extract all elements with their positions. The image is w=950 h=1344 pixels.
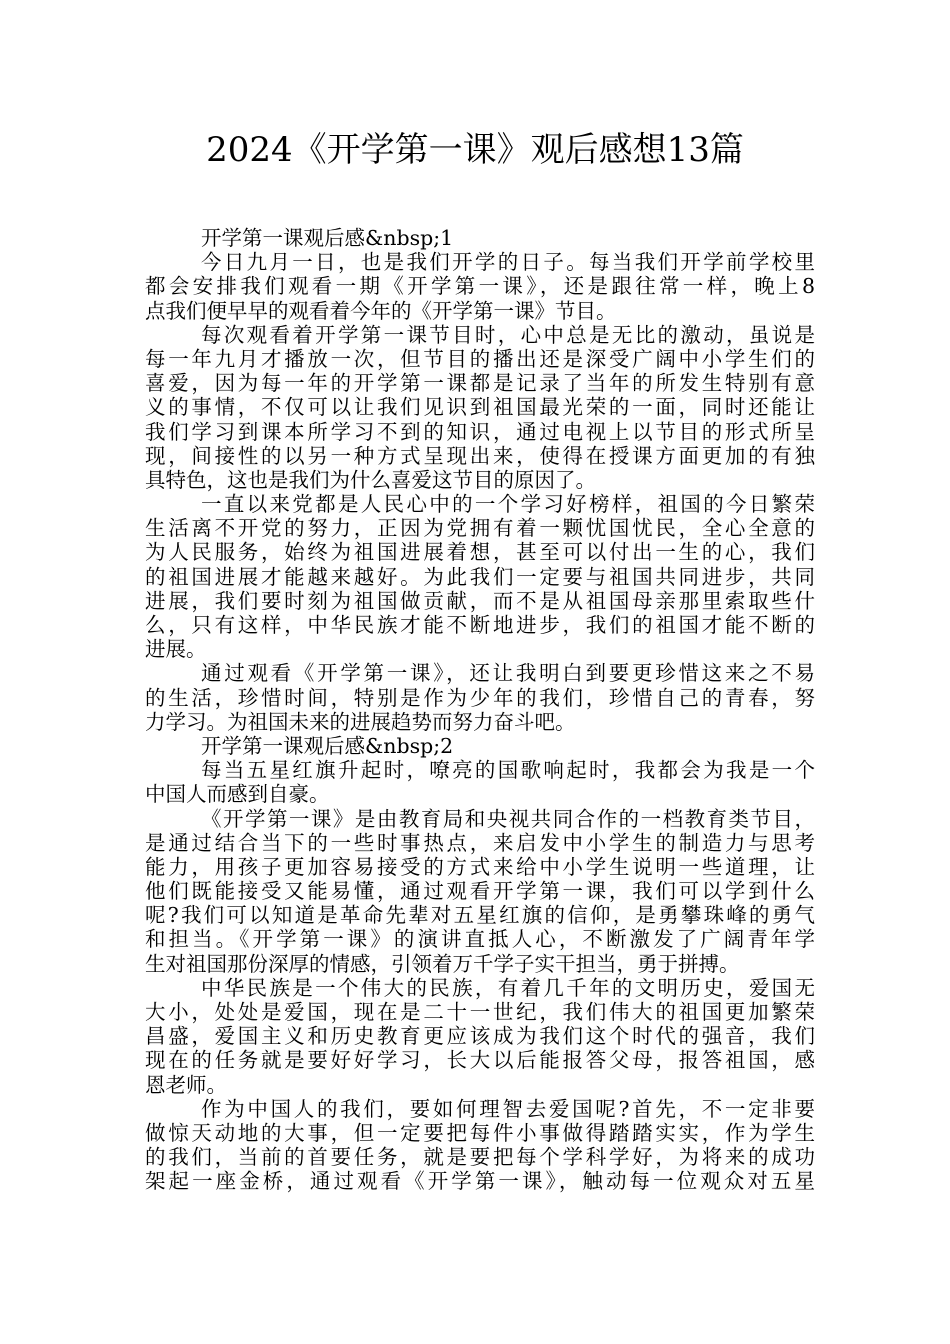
text-line: 进展，我们要时刻为祖国做贡献，而不是从祖国母亲那里索取些什	[145, 588, 815, 613]
text-line: 中国人而感到自豪。	[145, 782, 330, 807]
text-line: 都会安排我们观看一期《开学第一课》，还是跟往常一样，晚上8	[145, 274, 815, 299]
text-line: 义的事情，不仅可以让我们见识到祖国最光荣的一面，同时还能让	[145, 395, 815, 420]
text-line: 的祖国进展才能越来越好。为此我们一定要与祖国共同进步，共同	[145, 564, 815, 589]
text-line: 进展。	[145, 637, 207, 662]
text-line: 大小，处处是爱国，现在是二十一世纪，我们伟大的祖国更加繁荣	[145, 1000, 815, 1024]
text-line: 我们学习到课本所学习不到的知识，通过电视上以节目的形式所呈	[145, 419, 815, 444]
text-line: 的我们，当前的首要任务，就是要把每个学科学好，为将来的成功	[145, 1145, 815, 1170]
text-line: 他们既能接受又能易懂，通过观看开学第一课，我们可以学到什么	[145, 879, 815, 904]
text-line: 生对祖国那份深厚的情感，引领着万千学子实干担当，勇于拼搏。	[145, 951, 740, 976]
text-line: 的生活，珍惜时间，特别是作为少年的我们，珍惜自己的青春，努	[145, 685, 815, 710]
text-line: 和担当。《开学第一课》的演讲直抵人心，不断激发了广阔青年学	[145, 927, 815, 952]
text-line: 生活离不开党的努力，正因为党拥有着一颗忧国忧民，全心全意的	[145, 516, 815, 541]
text-line: 呢?我们可以知道是革命先辈对五星红旗的信仰，是勇攀珠峰的勇气	[145, 903, 815, 928]
text-line: 每一年九月才播放一次，但节目的播出还是深受广阔中小学生们的	[145, 346, 815, 371]
text-line: 作为中国人的我们，要如何理智去爱国呢?首先，不一定非要	[201, 1096, 815, 1121]
text-line: 做惊天动地的大事，但一定要把每件小事做得踏踏实实，作为学生	[145, 1120, 815, 1145]
text-line: 现，间接性的以另一种方式呈现出来，使得在授课方面更加的有独	[145, 443, 815, 468]
text-line: 架起一座金桥，通过观看《开学第一课》，触动每一位观众对五星	[145, 1169, 815, 1194]
text-line: 每当五星红旗升起时，嘹亮的国歌响起时，我都会为我是一个	[201, 758, 815, 783]
text-line: 现在的任务就是要好好学习，长大以后能报答父母，报答祖国，感	[145, 1048, 815, 1073]
text-line: 么，只有这样，中华民族才能不断地进步，我们的祖国才能不断的	[145, 613, 815, 637]
text-line: 一直以来党都是人民心中的一个学习好榜样，祖国的今日繁荣	[201, 492, 815, 517]
text-line: 《开学第一课》是由教育局和央视共同合作的一档教育类节目，	[201, 806, 815, 831]
text-line: 喜爱，因为每一年的开学第一课都是记录了当年的所发生特别有意	[145, 371, 815, 396]
text-line: 是通过结合当下的一些时事热点，来启发中小学生的制造力与思考	[145, 830, 815, 855]
text-line: 中华民族是一个伟大的民族，有着几千年的文明历史，爱国无	[201, 975, 815, 1000]
document-title: 2024《开学第一课》观后感想13篇	[206, 130, 744, 170]
text-line: 通过观看《开学第一课》，还让我明白到要更珍惜这来之不易	[201, 661, 815, 686]
text-line: 今日九月一日，也是我们开学的日子。每当我们开学前学校里	[201, 250, 815, 275]
document-body	[145, 226, 815, 1194]
text-line: 为人民服务，始终为祖国进展着想，甚至可以付出一生的心，我们	[145, 540, 815, 565]
text-line: 力学习。为祖国未来的进展趋势而努力奋斗吧。	[145, 709, 576, 734]
text-line: 开学第一课观后感&nbsp;1	[201, 226, 454, 250]
text-line: 昌盛，爱国主义和历史教育更应该成为我们这个时代的强音，我们	[145, 1024, 815, 1049]
text-line: 每次观看着开学第一课节目时，心中总是无比的激动，虽说是	[201, 322, 815, 347]
text-line: 点我们便早早的观看着今年的《开学第一课》节目。	[145, 298, 617, 323]
text-line: 恩老师。	[145, 1072, 227, 1097]
text-line: 具特色，这也是我们为什么喜爱这节目的原因了。	[145, 467, 596, 492]
text-line: 能力，用孩子更加容易接受的方式来给中小学生说明一些道理，让	[145, 854, 815, 879]
text-line: 开学第一课观后感&nbsp;2	[201, 733, 454, 758]
